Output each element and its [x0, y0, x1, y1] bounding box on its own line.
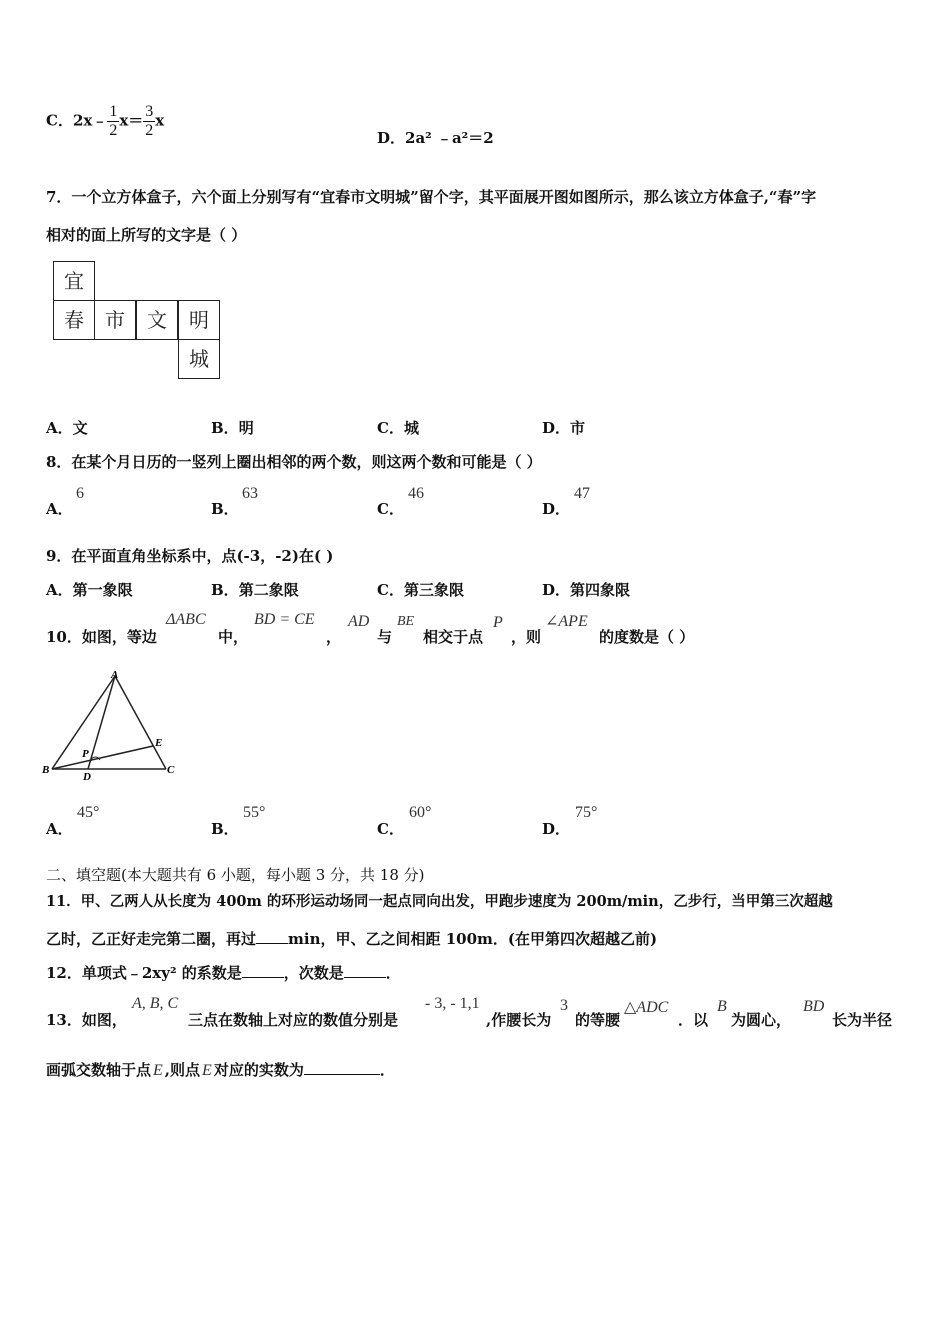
cube-net-figure: [51, 259, 221, 381]
net-cell-row: 春: [53, 300, 95, 340]
answer-blank[interactable]: [256, 943, 288, 944]
answer-blank[interactable]: [242, 977, 284, 978]
vertex-label-a: A: [111, 669, 119, 681]
q7-option-d: D．市: [542, 419, 586, 437]
q11-stem-line2: 乙时，乙正好走完第二圈，再过 min，甲、乙之间相距 100m．(在甲第四次超越乙前): [46, 930, 658, 948]
fraction: $\frac{1}{2}$: [109, 103, 118, 139]
q11-stem-line1: 11．甲、乙两人从长度为 400m 的环形运动场同一起点同向出发，甲跑步速度为 200m/min，乙步行，当甲第三次超越: [46, 893, 833, 910]
q8-stem: 8．在某个月日历的一竖列上圈出相邻的两个数，则这两个数和可能是（ ）: [46, 453, 542, 471]
q10-option-a: A．: [46, 820, 73, 838]
q10-text: ，则: [511, 628, 542, 646]
net-cell-row: 文: [136, 300, 178, 340]
q6-option-d: D．2a² ﹣a²＝2: [377, 129, 494, 147]
q8-option-a-value: 6: [76, 485, 84, 502]
answer-blank[interactable]: [304, 1074, 380, 1075]
q10-stem: 10．如图，等边: [46, 628, 157, 646]
q10-math-ad: AD: [348, 613, 370, 630]
q10-text: 相交于点: [423, 628, 484, 646]
net-cell-row: 市: [94, 300, 136, 340]
q6-option-c: C．2x﹣ $\frac{1}{2}$ x＝ $\frac{3}{2}$ x: [46, 103, 165, 139]
net-cell-bottom: 城: [178, 339, 220, 379]
vertex-label-d: D: [83, 771, 91, 783]
q13-math-three: 3: [560, 997, 568, 1014]
q8-option-b-value: 63: [242, 485, 258, 502]
q10-option-c-value: 60°: [409, 804, 432, 821]
q13-math-b: B: [717, 998, 727, 1015]
q9-option-d: D．第四象限: [542, 581, 631, 599]
q10-math-be: BE: [397, 614, 415, 629]
q10-text: 的度数是（ ）: [599, 628, 695, 646]
q9-stem: 9．在平面直角坐标系中，点(-3，-2)在( ): [46, 547, 334, 565]
vertex-label-e: E: [155, 737, 163, 749]
fraction: $\frac{3}{2}$: [145, 103, 154, 139]
q10-math-p: P: [493, 614, 503, 631]
q13-stem: 13．如图，: [46, 1011, 127, 1029]
q10-text: 中，: [218, 628, 249, 646]
q10-option-d-value: 75°: [575, 804, 598, 821]
q10-math-abc: ΔABC: [166, 611, 206, 628]
q12-stem: 12．单项式﹣2xy² 的系数是 ，次数是 ．: [46, 964, 401, 982]
q8-option-d: D．: [542, 500, 571, 518]
q13-stem-line2: 画弧交数轴于点 E ,则点 E 对应的实数为 ．: [46, 1061, 395, 1079]
q10-option-a-value: 45°: [77, 804, 100, 821]
section-heading: 二、填空题(本大题共有 6 小题，每小题 3 分，共 18 分): [46, 866, 425, 884]
q9-option-b: B．第二象限: [211, 581, 299, 599]
net-cell-top: 宜: [53, 261, 95, 301]
q13-text: ,作腰长为: [486, 1011, 552, 1029]
q10-option-b: B．: [211, 820, 239, 838]
q9-option-c: C．第三象限: [377, 581, 464, 599]
q13-math-adc: △ADC: [624, 999, 669, 1016]
q13-math-values: - 3, - 1,1: [425, 995, 480, 1012]
q13-text: 的等腰: [575, 1011, 621, 1029]
q10-option-c: C．: [377, 820, 404, 838]
q8-option-c: C．: [377, 500, 404, 518]
vertex-label-c: C: [167, 764, 175, 776]
q7-option-a: A．文: [46, 419, 88, 437]
answer-blank[interactable]: [344, 977, 386, 978]
q7-option-b: B．明: [211, 419, 254, 437]
q13-math-bd: BD: [803, 998, 825, 1015]
q8-option-d-value: 47: [574, 485, 590, 502]
vertex-label-b: B: [42, 764, 50, 776]
q7-stem-line2: 相对的面上所写的文字是（ ）: [46, 226, 247, 244]
q7-stem-line1: 7．一个立方体盒子，六个面上分别写有“宜春市文明城”留个字，其平面展开图如图所示，那么该立方体盒子,“春”字: [46, 188, 817, 206]
q13-text: 三点在数轴上对应的数值分别是: [188, 1011, 399, 1029]
q13-math-points: A, B, C: [132, 995, 179, 1012]
q13-text: 为圆心，: [731, 1011, 792, 1029]
q8-option-c-value: 46: [408, 485, 424, 502]
q7-option-c: C．城: [377, 419, 419, 437]
net-cell-row: 明: [178, 300, 220, 340]
vertex-label-p: P: [82, 748, 89, 760]
q10-math-ape: ∠APE: [545, 613, 588, 630]
q10-option-b-value: 55°: [243, 804, 266, 821]
q8-option-a: A．: [46, 500, 73, 518]
q8-option-b: B．: [211, 500, 239, 518]
q10-text: 与: [377, 628, 393, 646]
q13-text: 长为半径: [832, 1011, 893, 1029]
q10-text: ，: [326, 628, 342, 646]
q10-math-bdce: BD = CE: [254, 611, 315, 628]
q13-text: ．以: [678, 1011, 709, 1029]
q9-option-a: A．第一象限: [46, 581, 133, 599]
q10-option-d: D．: [542, 820, 571, 838]
triangle-figure: [40, 668, 190, 783]
